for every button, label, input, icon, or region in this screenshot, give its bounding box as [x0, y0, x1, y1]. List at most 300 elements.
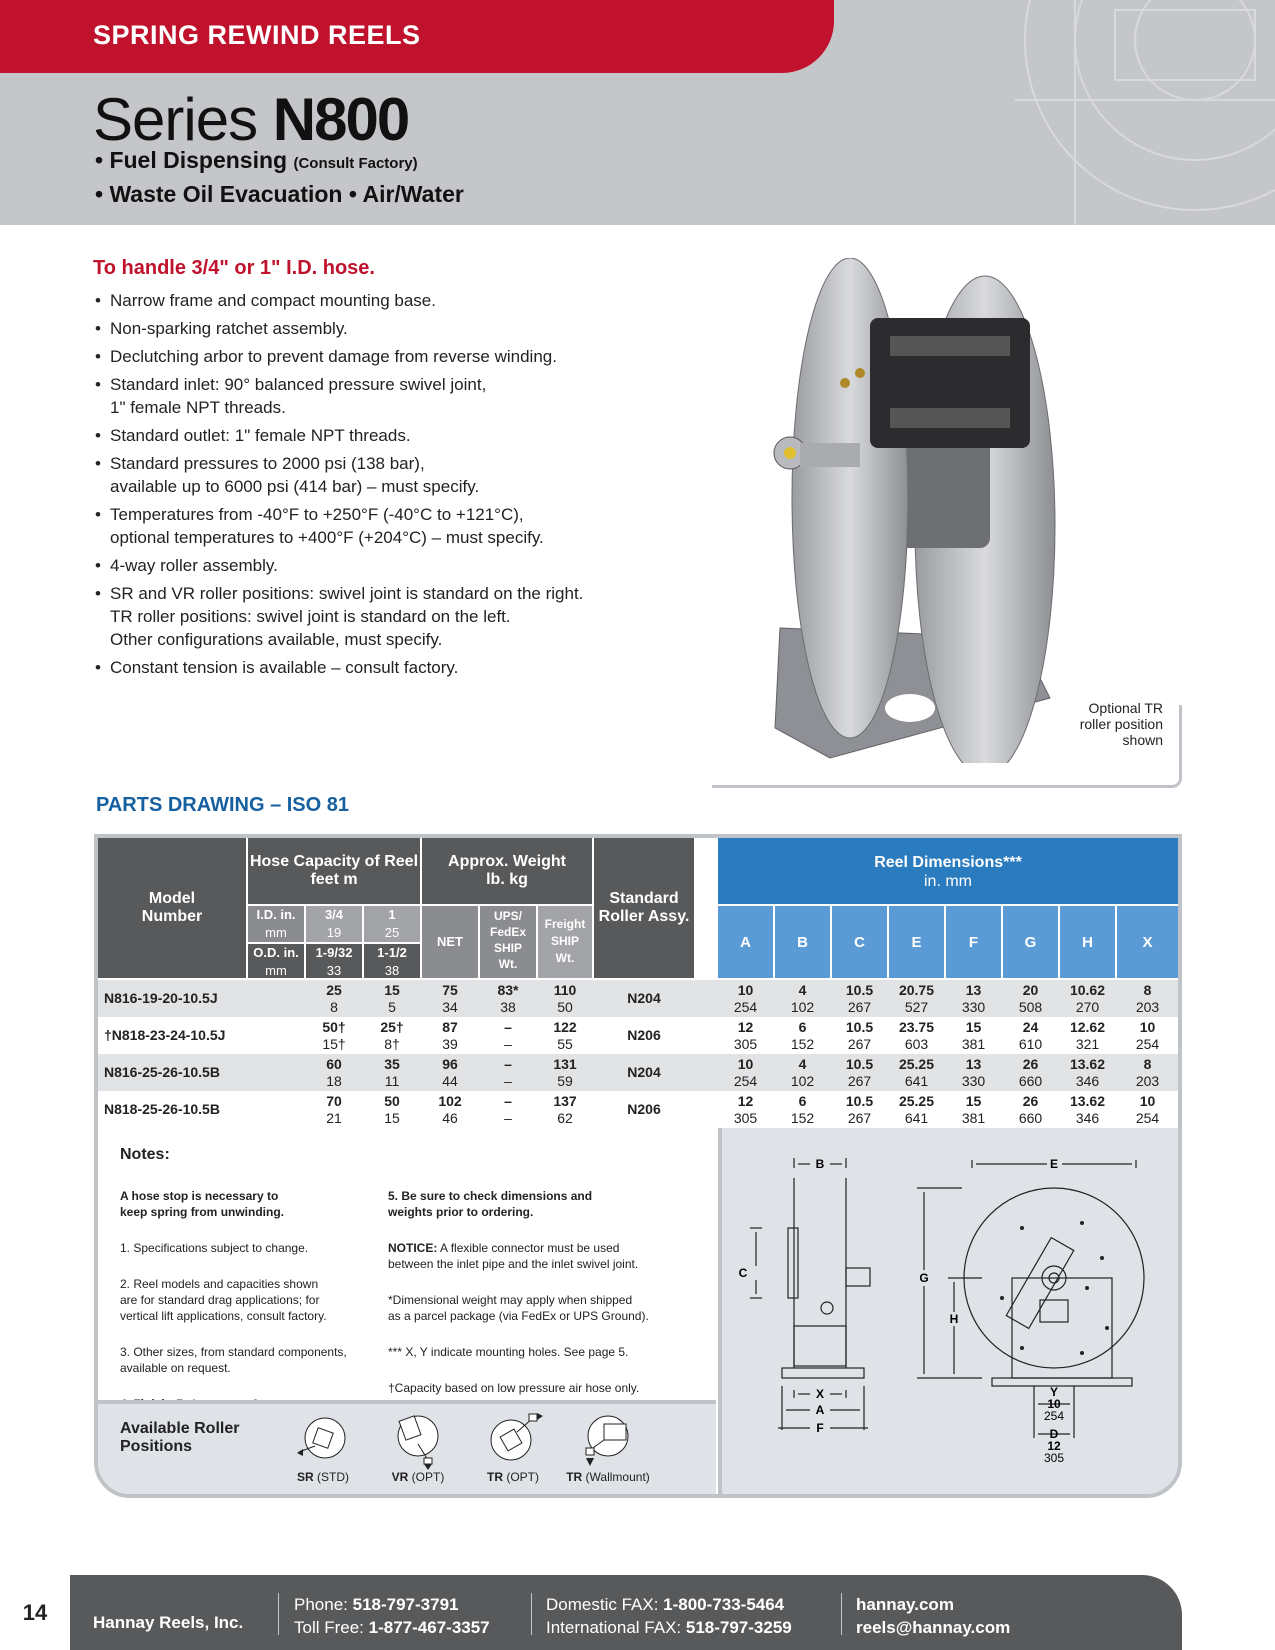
page-number: 14	[0, 1575, 70, 1650]
roller-sr-icon	[293, 1410, 353, 1470]
dimension-mm: 203	[1135, 1073, 1160, 1089]
value-primary: 87	[442, 1019, 458, 1035]
dim-label-f: F	[816, 1421, 824, 1435]
note-capacity: †Capacity based on low pressure air hose only.	[388, 1381, 640, 1395]
dimension-inches: 12	[737, 1019, 754, 1035]
header-model-number: Model Number	[98, 838, 246, 978]
dimension-cell	[1003, 1056, 1058, 1090]
dimension-mm: 267	[847, 999, 872, 1015]
id-value-in: 3/4	[324, 907, 344, 922]
cell-net	[422, 1019, 478, 1053]
specification-table	[94, 834, 1182, 1498]
roller-position-tr	[468, 1410, 558, 1484]
id-value-mm: 25	[384, 925, 400, 940]
table-row	[98, 1017, 1178, 1054]
dimension-inches: 24	[1022, 1019, 1039, 1035]
hose-reel-photo	[770, 258, 1110, 763]
cell-ups	[480, 1019, 536, 1053]
series-prefix: Series	[93, 86, 258, 153]
dimension-inches: 10	[1139, 1093, 1156, 1109]
dimension-inches: 8	[1143, 982, 1152, 998]
header-od-label	[248, 944, 304, 978]
header-weight-ups: UPS/ FedEx SHIP Wt.	[480, 906, 536, 978]
roller-assembly: N206	[627, 1027, 661, 1043]
domestic-fax-number: 1-800-733-5464	[663, 1595, 785, 1614]
dimension-cell	[1117, 1019, 1178, 1053]
od-mm-label: mm	[265, 963, 287, 978]
cell-c1	[306, 982, 362, 1016]
dimension-cell	[1117, 1056, 1178, 1090]
dim-label-y-mm: 254	[1043, 1409, 1065, 1423]
value-primary: 70	[326, 1093, 342, 1109]
model-number: N816-19-20-10.5J	[104, 990, 218, 1006]
dim-col-e: E	[889, 906, 944, 978]
feature-item: • Standard outlet: 1" female NPT threads.	[95, 424, 655, 447]
value-secondary: 62	[557, 1110, 573, 1126]
dimension-cell	[1003, 982, 1058, 1016]
dimension-inches: 15	[965, 1093, 982, 1109]
cell-c2	[364, 1093, 420, 1127]
dim-col-b: B	[775, 906, 830, 978]
dimension-inches: 6	[798, 1093, 807, 1109]
phone-label: Phone:	[294, 1595, 348, 1614]
domestic-fax-label: Domestic FAX:	[546, 1595, 659, 1614]
dimension-cell	[946, 1093, 1001, 1127]
dimension-cell	[832, 1093, 887, 1127]
roller-assembly: N206	[627, 1101, 661, 1117]
value-primary: 75	[442, 982, 458, 998]
roller-assembly: N204	[627, 1064, 661, 1080]
dimension-mm: 305	[733, 1110, 758, 1126]
cell-c1	[306, 1056, 362, 1090]
dimension-mm: 381	[961, 1036, 986, 1052]
dimension-cell	[775, 1093, 830, 1127]
dimension-mm: 254	[733, 1073, 758, 1089]
header-id-three-quarter	[306, 906, 362, 942]
dim-col-c: C	[832, 906, 887, 978]
value-secondary: 46	[442, 1110, 458, 1126]
dim-label-d-in: 12	[1047, 1439, 1061, 1453]
roller-note: (Wallmount)	[585, 1470, 650, 1484]
dimension-cell	[946, 1056, 1001, 1090]
dimension-inches: 25.25	[898, 1093, 935, 1109]
header-approx-weight-units: lb. kg	[486, 871, 528, 888]
note-mounting-holes: *** X, Y indicate mounting holes. See page 5.	[388, 1345, 629, 1359]
header-od-one-half	[364, 944, 420, 978]
dim-label-g: G	[919, 1271, 929, 1285]
value-secondary: –	[504, 1036, 512, 1052]
dimension-mm: 527	[904, 999, 929, 1015]
value-primary: 60	[326, 1056, 342, 1072]
cell-c2	[364, 1056, 420, 1090]
value-secondary: 21	[326, 1110, 342, 1126]
footer-company: Hannay Reels, Inc.	[93, 1613, 244, 1632]
dimension-inches: 10	[1139, 1019, 1156, 1035]
roller-position-tr-wallmount	[563, 1410, 653, 1484]
od-in-label: O.D. in.	[253, 945, 299, 960]
series-name: N800	[272, 86, 409, 153]
dim-col-h: H	[1060, 906, 1115, 978]
dimension-mm: 660	[1018, 1110, 1043, 1126]
roller-vr-icon	[388, 1410, 448, 1470]
international-fax-label: International FAX:	[546, 1618, 682, 1637]
dimension-mm: 102	[790, 1073, 815, 1089]
dimension-mm: 508	[1018, 999, 1043, 1015]
dim-col-f: F	[946, 906, 1001, 978]
feature-item: • SR and VR roller positions: swivel joint is standard on the right. TR roller positions: swivel joint is standard on the left. Other configurations available, must specify.	[95, 582, 655, 651]
dimension-inches: 13.62	[1069, 1056, 1106, 1072]
header-reel-dimensions	[718, 838, 1178, 904]
dimension-inches: 10.5	[845, 1056, 874, 1072]
value-primary: –	[504, 1093, 512, 1109]
roller-position-vr	[373, 1410, 463, 1484]
dimension-cell	[832, 982, 887, 1016]
dimension-inches: 6	[798, 1019, 807, 1035]
note-hose-stop: A hose stop is necessary to keep spring from unwinding.	[120, 1189, 285, 1219]
model-number: N818-25-26-10.5B	[104, 1101, 220, 1117]
header-weight-net: NET	[422, 906, 478, 978]
dimension-cell	[889, 1056, 944, 1090]
note-dimensional-weight: *Dimensional weight may apply when shipped as a parcel package (via FedEx or UPS Ground).	[388, 1293, 649, 1323]
roller-position-sr	[278, 1410, 368, 1484]
dimension-cell	[889, 1019, 944, 1053]
feature-item: • 4-way roller assembly.	[95, 554, 655, 577]
dimension-diagram-panel	[718, 1128, 1178, 1498]
cell-fr	[538, 982, 592, 1016]
header-weight-freight: Freight SHIP Wt.	[538, 906, 592, 978]
dimension-mm: 267	[847, 1073, 872, 1089]
dimension-cell	[775, 1056, 830, 1090]
feature-item: • Standard inlet: 90° balanced pressure swivel joint, 1" female NPT threads.	[95, 373, 655, 419]
value-primary: 25	[326, 982, 342, 998]
footer-divider	[841, 1593, 842, 1635]
value-primary: 110	[553, 982, 577, 998]
dimension-mm: 267	[847, 1036, 872, 1052]
roller-code: VR	[391, 1470, 409, 1484]
dimension-cell	[775, 1019, 830, 1053]
dimension-mm: 203	[1135, 999, 1160, 1015]
dim-label-c: C	[738, 1266, 748, 1280]
cell-c2	[364, 982, 420, 1016]
dim-col-a: A	[718, 906, 773, 978]
reel-line-art-watermark	[815, 0, 1275, 225]
dimension-mm: 641	[904, 1110, 929, 1126]
application-fuel-note: (Consult Factory)	[293, 155, 418, 172]
cell-fr	[538, 1056, 592, 1090]
dimension-inches: 12	[737, 1093, 754, 1109]
cell-net	[422, 982, 478, 1016]
dimension-mm: 346	[1075, 1110, 1100, 1126]
hose-size-heading: To handle 3/4" or 1" I.D. hose.	[93, 257, 375, 279]
parts-drawing-title: PARTS DRAWING – ISO 81	[96, 794, 350, 816]
footer-phone-column	[294, 1593, 490, 1639]
value-secondary: 50	[557, 999, 573, 1015]
roller-positions-panel	[98, 1400, 716, 1498]
value-secondary: 8	[330, 999, 338, 1015]
cell-ups	[480, 1093, 536, 1127]
value-primary: 15	[384, 982, 400, 998]
dimension-mm: 254	[1135, 1036, 1160, 1052]
cell-fr	[538, 1093, 592, 1127]
value-primary: 131	[553, 1056, 577, 1072]
footer-web-column	[856, 1593, 1010, 1639]
value-primary: 83*	[497, 982, 519, 998]
od-value-mm: 33	[326, 963, 342, 978]
roller-code: SR	[296, 1470, 314, 1484]
photo-caption: Optional TR roller position shown	[1079, 700, 1163, 748]
website-link[interactable]: hannay.com	[856, 1595, 954, 1614]
cell-net	[422, 1056, 478, 1090]
feature-item: • Temperatures from -40°F to +250°F (-40°C to +121°C), optional temperatures to +400°F (+204°C) – must specify.	[95, 503, 655, 549]
feature-item: • Constant tension is available – consult factory.	[95, 656, 655, 679]
cell-c1	[306, 1093, 362, 1127]
value-secondary: 8†	[384, 1036, 400, 1052]
dimension-mm: 610	[1018, 1036, 1043, 1052]
value-primary: 96	[442, 1056, 458, 1072]
category-title: SPRING REWIND REELS	[93, 20, 421, 50]
dimension-cell	[775, 982, 830, 1016]
series-title	[93, 85, 408, 154]
dimension-cell	[718, 1093, 773, 1127]
dimension-mm: 152	[790, 1110, 815, 1126]
dimension-mm: 152	[790, 1036, 815, 1052]
application-oil-air: • Waste Oil Evacuation • Air/Water	[95, 181, 464, 207]
od-value-in: 1-9/32	[315, 945, 353, 960]
value-primary: 137	[553, 1093, 577, 1109]
footer	[0, 1575, 1182, 1650]
dim-label-e: E	[1049, 1157, 1059, 1171]
cell-fr	[538, 1019, 592, 1053]
table-row	[98, 1091, 1178, 1128]
dimension-inches: 4	[798, 982, 807, 998]
id-value-in: 1	[388, 907, 396, 922]
roller-positions-label: Available Roller Positions	[120, 1420, 240, 1455]
header-approx-weight-label: Approx. Weight	[448, 853, 566, 870]
value-primary: –	[504, 1019, 512, 1035]
cell-c2	[364, 1019, 420, 1053]
dim-col-x: X	[1117, 906, 1178, 978]
od-value-in: 1-1/2	[377, 945, 407, 960]
notes-title: Notes:	[120, 1146, 170, 1163]
dimension-inches: 10.5	[845, 982, 874, 998]
dimension-inches: 20.75	[898, 982, 935, 998]
applications	[95, 145, 464, 210]
dimension-mm: 603	[904, 1036, 929, 1052]
dimension-inches: 25.25	[898, 1056, 935, 1072]
note-notice	[388, 1240, 688, 1272]
note-2: 2. Reel models and capacities shown are for standard drag applications; for vertical lift applications, consult factory.	[120, 1277, 327, 1323]
dim-label-y: Y	[1049, 1385, 1059, 1399]
header-standard-roller: Standard Roller Assy.	[594, 838, 694, 978]
value-secondary: 34	[442, 999, 458, 1015]
model-number: N816-25-26-10.5B	[104, 1064, 220, 1080]
dimension-inches: 10.5	[845, 1019, 874, 1035]
dimension-cell	[1060, 1056, 1115, 1090]
roller-note: (OPT)	[411, 1470, 445, 1484]
toll-free-label: Toll Free:	[294, 1618, 364, 1637]
note-5: 5. Be sure to check dimensions and weights prior to ordering.	[388, 1189, 593, 1219]
value-secondary: 15	[384, 1110, 400, 1126]
dimension-inches: 26	[1022, 1093, 1039, 1109]
application-fuel: • Fuel Dispensing	[95, 147, 288, 173]
dimension-inches: 20	[1022, 982, 1039, 998]
feature-item: • Standard pressures to 2000 psi (138 bar), available up to 6000 psi (414 bar) – must specify.	[95, 452, 655, 498]
dimension-inches: 23.75	[898, 1019, 935, 1035]
dimension-cell	[832, 1056, 887, 1090]
dimension-diagram	[722, 1128, 1178, 1498]
model-number: †N818-23-24-10.5J	[104, 1027, 226, 1043]
dimension-mm: 346	[1075, 1073, 1100, 1089]
dimension-inches: 4	[798, 1056, 807, 1072]
value-secondary: 59	[557, 1073, 573, 1089]
header-gap	[694, 838, 718, 978]
notice-text: A flexible connector must be used between the inlet pipe and the inlet swivel joint.	[388, 1241, 639, 1271]
dimension-mm: 330	[961, 999, 986, 1015]
dimension-inches: 8	[1143, 1056, 1152, 1072]
id-mm-label: mm	[265, 925, 287, 940]
dimension-cell	[1060, 1093, 1115, 1127]
value-primary: 50†	[322, 1019, 346, 1035]
dimension-cell	[1003, 1093, 1058, 1127]
dimension-cell	[1003, 1019, 1058, 1053]
footer-fax-column	[546, 1593, 792, 1639]
feature-item: • Declutching arbor to prevent damage from reverse winding.	[95, 345, 655, 368]
notes-panel	[98, 1128, 716, 1398]
feature-item: • Narrow frame and compact mounting base.	[95, 289, 655, 312]
id-in-label: I.D. in.	[256, 907, 296, 922]
table-row	[98, 980, 1178, 1017]
dimension-cell	[832, 1019, 887, 1053]
value-primary: 122	[553, 1019, 577, 1035]
dimension-cell	[889, 1093, 944, 1127]
dimension-cell	[1060, 982, 1115, 1016]
dimension-cell	[718, 1019, 773, 1053]
header-hose-capacity-label: Hose Capacity of Reel	[249, 853, 419, 870]
dim-label-d: D	[1049, 1427, 1059, 1441]
value-primary: 102	[438, 1093, 462, 1109]
feature-item: • Non-sparking ratchet assembly.	[95, 317, 655, 340]
dimension-inches: 10.62	[1069, 982, 1106, 998]
roller-code: TR	[486, 1470, 503, 1484]
dim-label-y-in: 10	[1047, 1397, 1061, 1411]
dim-label-x: X	[815, 1387, 825, 1401]
footer-divider	[278, 1593, 279, 1635]
international-fax-number: 518-797-3259	[685, 1618, 792, 1637]
dimension-mm: 321	[1075, 1036, 1100, 1052]
dimension-inches: 10.5	[845, 1093, 874, 1109]
roller-tr-icon	[483, 1410, 543, 1470]
value-secondary: 38	[500, 999, 516, 1015]
notes-right-column	[388, 1172, 688, 1416]
dimension-cell	[1060, 1019, 1115, 1053]
dimension-inches: 13	[965, 1056, 982, 1072]
header-reel-dimensions-label: Reel Dimensions***	[874, 854, 1022, 871]
cell-ups	[480, 982, 536, 1016]
value-secondary: 15†	[322, 1036, 346, 1052]
dimension-cell	[946, 1019, 1001, 1053]
dimension-inches: 15	[965, 1019, 982, 1035]
dimension-cell	[718, 1056, 773, 1090]
value-primary: 35	[384, 1056, 400, 1072]
dim-label-b: B	[815, 1157, 825, 1171]
roller-note: (STD)	[317, 1470, 349, 1484]
feature-list	[95, 289, 655, 684]
roller-tr-wallmount-icon	[578, 1410, 638, 1470]
dimension-inches: 10	[737, 1056, 754, 1072]
dimension-mm: 270	[1075, 999, 1100, 1015]
roller-code: TR	[566, 1470, 583, 1484]
cell-ups	[480, 1056, 536, 1090]
dimension-mm: 305	[733, 1036, 758, 1052]
value-primary: –	[504, 1056, 512, 1072]
dimension-mm: 330	[961, 1073, 986, 1089]
header-hose-capacity	[248, 838, 420, 904]
dim-label-a: A	[815, 1403, 825, 1417]
dimension-mm: 381	[961, 1110, 986, 1126]
dimension-mm: 254	[733, 999, 758, 1015]
dimension-mm: 102	[790, 999, 815, 1015]
dimension-cell	[718, 982, 773, 1016]
dim-col-g: G	[1003, 906, 1058, 978]
dimension-mm: 267	[847, 1110, 872, 1126]
header-od-one-9-32	[306, 944, 362, 978]
toll-free-number: 1-877-467-3357	[368, 1618, 490, 1637]
dimension-mm: 660	[1018, 1073, 1043, 1089]
header-id-one	[364, 906, 420, 942]
table-row	[98, 1054, 1178, 1091]
note-1: 1. Specifications subject to change.	[120, 1241, 309, 1255]
value-secondary: 39	[442, 1036, 458, 1052]
dimension-inches: 10	[737, 982, 754, 998]
dimension-cell	[946, 982, 1001, 1016]
value-secondary: 11	[384, 1073, 400, 1089]
dim-label-d-mm: 305	[1043, 1451, 1065, 1465]
value-secondary: 5	[388, 999, 396, 1015]
value-secondary: –	[504, 1073, 512, 1089]
value-secondary: 44	[442, 1073, 458, 1089]
dimension-cell	[1117, 982, 1178, 1016]
notes-left-column	[120, 1172, 390, 1432]
value-secondary: –	[504, 1110, 512, 1126]
value-primary: 25†	[380, 1019, 404, 1035]
roller-note: (OPT)	[506, 1470, 539, 1484]
notice-label: NOTICE:	[388, 1241, 438, 1255]
footer-divider	[531, 1593, 532, 1635]
header-id-label	[248, 906, 304, 942]
dimension-cell	[1117, 1093, 1178, 1127]
header-reel-dimensions-units: in. mm	[924, 873, 972, 890]
value-secondary: 55	[557, 1036, 573, 1052]
dimension-inches: 26	[1022, 1056, 1039, 1072]
value-primary: 50	[384, 1093, 400, 1109]
value-secondary: 18	[326, 1073, 342, 1089]
cell-c1	[306, 1019, 362, 1053]
dimension-inches: 13.62	[1069, 1093, 1106, 1109]
dimension-inches: 12.62	[1069, 1019, 1106, 1035]
note-3: 3. Other sizes, from standard components, available on request.	[120, 1345, 347, 1375]
id-value-mm: 19	[326, 925, 342, 940]
dim-label-h: H	[949, 1312, 959, 1326]
dimension-inches: 13	[965, 982, 982, 998]
roller-assembly: N204	[627, 990, 661, 1006]
header-hose-capacity-units: feet m	[310, 871, 358, 888]
dimension-cell	[889, 982, 944, 1016]
cell-net	[422, 1093, 478, 1127]
dimension-mm: 641	[904, 1073, 929, 1089]
dimension-mm: 254	[1135, 1110, 1160, 1126]
header-approx-weight	[422, 838, 592, 904]
email-link[interactable]: reels@hannay.com	[856, 1618, 1011, 1637]
